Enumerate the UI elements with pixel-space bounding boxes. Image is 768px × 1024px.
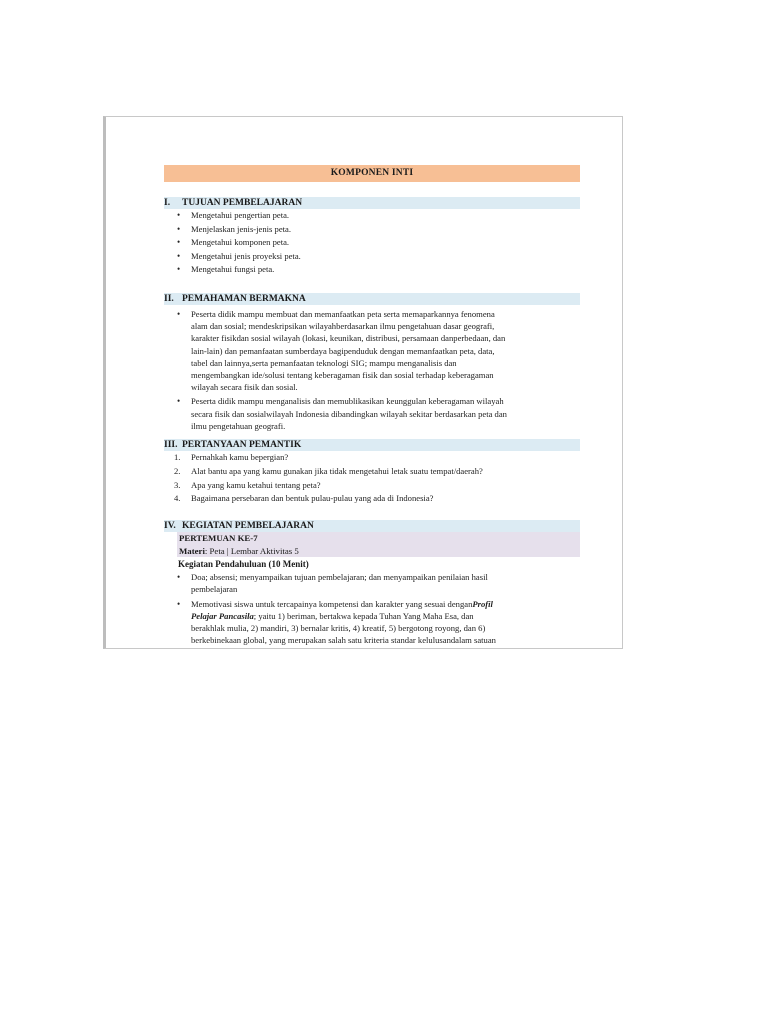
item-number: 4. [174, 493, 181, 504]
kegiatan-list [164, 571, 580, 646]
section-number: I. [164, 198, 171, 208]
section-number: IV. [164, 521, 176, 532]
text-line: • Doa; absensi; menyampaikan tujuan pembelajaran; dan menyampaikan penilaian hasil [191, 572, 488, 583]
section-heading-kegiatan [164, 520, 580, 532]
meeting-text: PERTEMUAN KE-7 [179, 533, 258, 544]
text-line: alam dan sosial; mendeskripsikan wilayahberdasarkan ilmu pengetahuan dasar geografi, [191, 321, 495, 332]
emphasis-text: Profil [472, 598, 493, 609]
text-line: wilayah secara fisik dan sosial. [191, 382, 298, 393]
list-item [164, 479, 580, 493]
list-item [164, 395, 580, 432]
text-line: pembelajaran [191, 584, 238, 595]
text-span: Memotivasi siswa untuk tercapainya kompetensi dan karakter yang sesuai dengan [191, 598, 473, 609]
section-heading-tujuan [164, 197, 580, 209]
list-item: • Mengetahui pengertian peta. [164, 209, 580, 223]
item-number: 3. [174, 479, 181, 490]
section-title: TUJUAN PEMBELAJARAN [182, 198, 303, 208]
text-line: ilmu pengetahuan geografi. [191, 420, 286, 431]
item-number: 2. [174, 465, 181, 476]
list-item: • Mengetahui fungsi peta. [164, 263, 580, 277]
text-line: tabel dan lainnya,serta pemanfaatan teknologi SIG; mampu menganalisis dan [191, 357, 457, 368]
komponen-inti-banner: KOMPONEN INTI [164, 165, 580, 182]
kegiatan-pendahuluan-heading: Kegiatan Pendahuluan (10 Menit) [178, 559, 309, 570]
text-line: • Peserta didik mampu membuat dan memanfaatkan peta serta memaparkannya fenomena [191, 308, 495, 319]
section-title: PERTANYAAN PEMANTIK [182, 440, 302, 450]
section-heading-pemahaman [164, 293, 580, 305]
text-line: berkebinekaan global, yang merupakan salah satu kriteria standar kelulusandalam satuan [191, 635, 496, 646]
section-heading-pemantik [164, 439, 580, 451]
section-number: III. [164, 440, 178, 450]
item-text: Apa yang kamu ketahui tentang peta? [191, 479, 321, 490]
materi-value: : Peta | Lembar Aktivitas 5 [204, 545, 299, 556]
meeting-label [177, 532, 580, 545]
document-page [103, 116, 623, 649]
text-line: berakhlak mulia, 2) mandiri, 3) bernalar kritis, 4) kreatif, 5) bergotong royong, dan 6) [191, 623, 486, 633]
pemahaman-list [164, 308, 580, 432]
list-item: • Mengetahui jenis proyeksi peta. [164, 250, 580, 264]
tujuan-list [164, 209, 580, 277]
text-line [191, 598, 580, 610]
document-content [164, 165, 580, 646]
list-item [164, 465, 580, 479]
pemantik-list [164, 451, 580, 506]
text-line: lain-lain) dan pemanfaatan sumberdaya bagipenduduk dengan memanfaatkan peta, data, [191, 345, 495, 356]
item-text: Bagaimana persebaran dan bentuk pulau-pulau yang ada di Indonesia? [191, 493, 434, 504]
list-item [164, 492, 580, 506]
text-line: • Peserta didik mampu menganalisis dan memublikasikan keunggulan keberagaman wilayah [191, 396, 504, 407]
section-title: PEMAHAMAN BERMAKNA [182, 293, 306, 304]
item-number: 1. [174, 452, 181, 462]
item-text: Alat bantu apa yang kamu gunakan jika tidak mengetahui letak suatu tempat/daerah? [191, 465, 483, 476]
list-item [164, 571, 580, 595]
text-line: mengembangkan ide/solusi tentang keberagaman fisik dan sosial terhadap keberagaman [191, 369, 494, 380]
list-item [164, 308, 580, 393]
list-item [164, 598, 580, 647]
section-number: II. [164, 293, 174, 304]
item-text: Pernahkah kamu bepergian? [191, 452, 289, 462]
emphasis-text: Pelajar Pancasila [191, 610, 254, 621]
text-line: secara fisik dan sosialwilayah Indonesia dibandingkan wilayah sekitar berdasarkan peta dan [191, 408, 507, 419]
materi-label: Materi [179, 545, 205, 556]
list-item: • Menjelaskan jenis-jenis peta. [164, 223, 580, 237]
text-line [191, 610, 580, 622]
text-line: karakter fisikdan sosial wilayah (lokasi, keunikan, distribusi, persamaan danperbedaan, dan [191, 333, 506, 344]
text-span: ; yaitu 1) beriman, bertakwa kepada Tuhan Yang Maha Esa, dan [253, 610, 474, 621]
section-title: KEGIATAN PEMBELAJARAN [182, 521, 314, 532]
list-item: • Mengetahui komponen peta. [164, 236, 580, 250]
list-item [164, 451, 580, 465]
materi-row [177, 545, 580, 558]
